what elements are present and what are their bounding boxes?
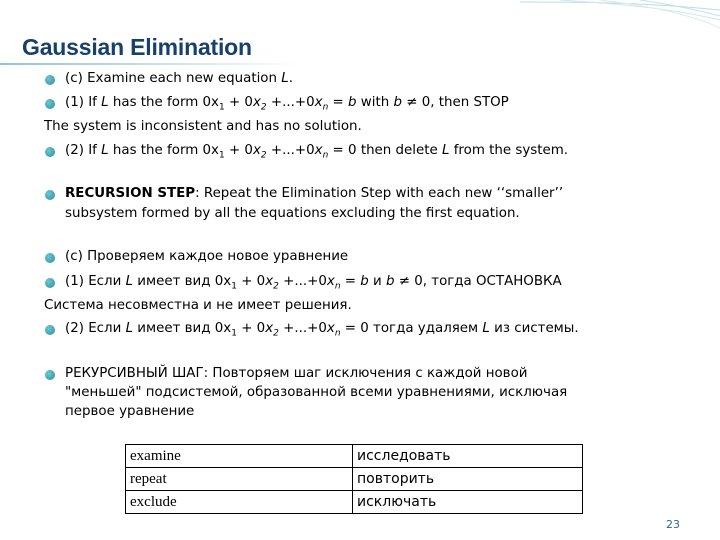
bullet-icon bbox=[45, 370, 55, 380]
page-number: 23 bbox=[666, 518, 680, 531]
ru-recursion-step: РЕКУРСИВНЫЙ ШАГ: Повторяем шаг исключения с каждой новой bbox=[65, 366, 528, 381]
bullet-icon bbox=[45, 253, 55, 263]
ru-step-c: (c) Проверяем каждое новое уравнение bbox=[65, 249, 349, 264]
vocab-russian: исключать bbox=[353, 491, 583, 514]
corner-decoration bbox=[520, 0, 720, 30]
en-inconsistent-note: The system is inconsistent and has no solution. bbox=[44, 119, 362, 134]
bullet-icon bbox=[45, 99, 55, 109]
en-recursion-step: RECURSION STEP: Repeat the Elimination Step with each new ‘‘smaller’’ bbox=[65, 186, 564, 201]
vocab-russian: исследовать bbox=[353, 445, 583, 468]
en-step-c: (c) Examine each new equation L. bbox=[65, 71, 293, 86]
en-case-2: (2) If L has the form $0x_1 + 0x_2 +...+0x_n = 0$ then delete L from the system. bbox=[65, 143, 569, 161]
vocabulary-table bbox=[125, 444, 583, 514]
bullet-icon bbox=[45, 190, 55, 200]
ru-recursion-step-cont-2: первое уравнение bbox=[65, 404, 195, 419]
table-row bbox=[126, 468, 583, 491]
bullet-icon bbox=[45, 278, 55, 288]
slide-title: Gaussian Elimination bbox=[22, 34, 252, 60]
vocab-russian: повторить bbox=[353, 468, 583, 491]
en-case-1: (1) If L has the form $0x_1 + 0x_2 +...+0x_n = b$ with b ≠ 0, then STOP bbox=[65, 95, 509, 113]
table-row bbox=[126, 491, 583, 514]
vocab-english: examine bbox=[126, 445, 353, 468]
ru-recursion-step-cont: "меньшей" подсистемой, образованной всеми уравнениями, исключая bbox=[65, 385, 568, 400]
vocab-english: repeat bbox=[126, 468, 353, 491]
bullet-icon bbox=[45, 75, 55, 85]
bullet-icon bbox=[45, 325, 55, 335]
table-row bbox=[126, 445, 583, 468]
title-underline bbox=[0, 63, 300, 65]
en-recursion-step-cont: subsystem formed by all the equations excluding the first equation. bbox=[65, 206, 520, 221]
ru-case-1: (1) Если L имеет вид $0x_1 + 0x_2 +...+0x_n = b$ и b ≠ 0, тогда ОСТАНОВКА bbox=[65, 274, 562, 292]
bullet-icon bbox=[45, 147, 55, 157]
ru-case-2: (2) Если L имеет вид $0x_1 + 0x_2 +...+0x_n = 0$ тогда удаляем L из системы. bbox=[65, 321, 579, 339]
ru-inconsistent-note: Система несовместна и не имеет решения. bbox=[44, 298, 352, 313]
vocab-english: exclude bbox=[126, 491, 353, 514]
